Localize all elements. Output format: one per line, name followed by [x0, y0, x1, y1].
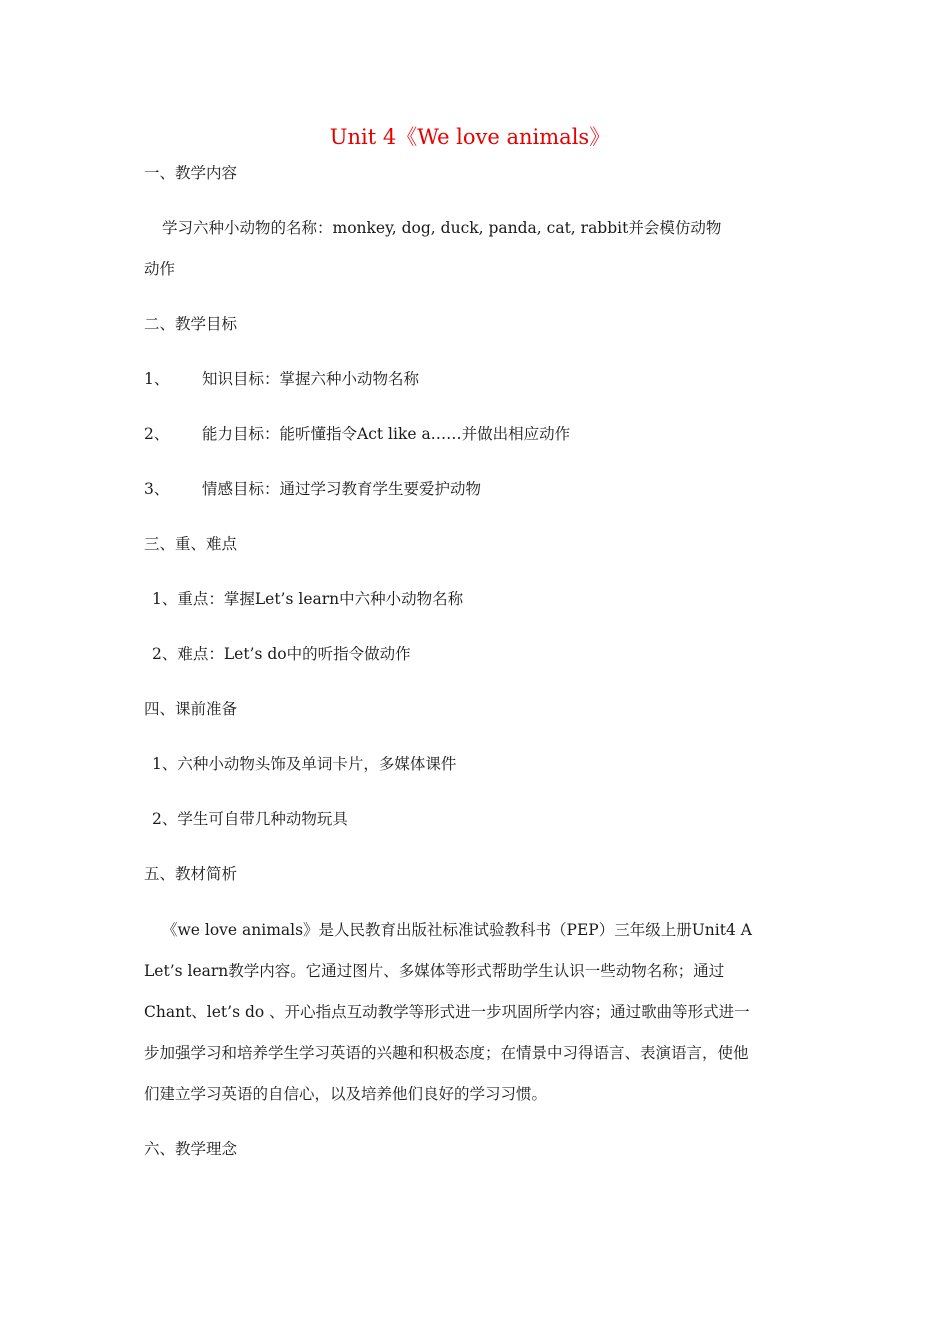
content-paragraph-line-1: 学习六种小动物的名称：monkey, dog, duck, panda, cat, rabbit并会模仿动物	[162, 219, 722, 237]
document-title: Unit 4《We love animals》	[329, 125, 611, 149]
goal-item-3	[144, 478, 481, 500]
goal-text: 知识目标：掌握六种小动物名称	[202, 370, 420, 388]
goal-number: 2、	[144, 425, 170, 443]
goal-item-1	[144, 368, 419, 390]
analysis-paragraph-line: Let’s learn教学内容。它通过图片、多媒体等形式帮助学生认识一些动物名称；通过	[144, 962, 725, 980]
difficult-point-item: 2、难点：Let’s do中的听指令做动作	[152, 645, 411, 663]
preparation-item-1: 1、六种小动物头饰及单词卡片，多媒体课件	[152, 755, 457, 773]
goal-number: 1、	[144, 370, 170, 388]
preparation-item-2: 2、学生可自带几种动物玩具	[152, 810, 348, 828]
analysis-paragraph-line: 步加强学习和培养学生学习英语的兴趣和积极态度；在情景中习得语言、表演语言，使他	[144, 1044, 749, 1062]
goal-text: 情感目标：通过学习教育学生要爱护动物	[202, 480, 482, 498]
section-heading-preparation: 四、课前准备	[144, 700, 238, 718]
analysis-paragraph-line: Chant、let’s do 、开心指点互动教学等形式进一步巩固所学内容；通过歌曲等形式进一	[144, 1003, 750, 1021]
goal-number: 3、	[144, 480, 170, 498]
key-point-item: 1、重点：掌握Let’s learn中六种小动物名称	[152, 590, 464, 608]
section-heading-analysis: 五、教材简析	[144, 865, 238, 883]
section-heading-key-points: 三、重、难点	[144, 535, 238, 553]
section-heading-philosophy: 六、教学理念	[144, 1140, 238, 1158]
goal-item-2	[144, 423, 570, 445]
content-paragraph-line-2: 动作	[144, 260, 176, 278]
analysis-paragraph-line: 《we love animals》是人民教育出版社标准试验教科书（PEP）三年级上册Unit4 A	[162, 921, 752, 939]
goal-text: 能力目标：能听懂指令Act like a……并做出相应动作	[202, 425, 571, 443]
section-heading-content: 一、教学内容	[144, 164, 238, 182]
analysis-paragraph-line: 们建立学习英语的自信心，以及培养他们良好的学习习惯。	[144, 1085, 548, 1103]
section-heading-goals: 二、教学目标	[144, 315, 238, 333]
